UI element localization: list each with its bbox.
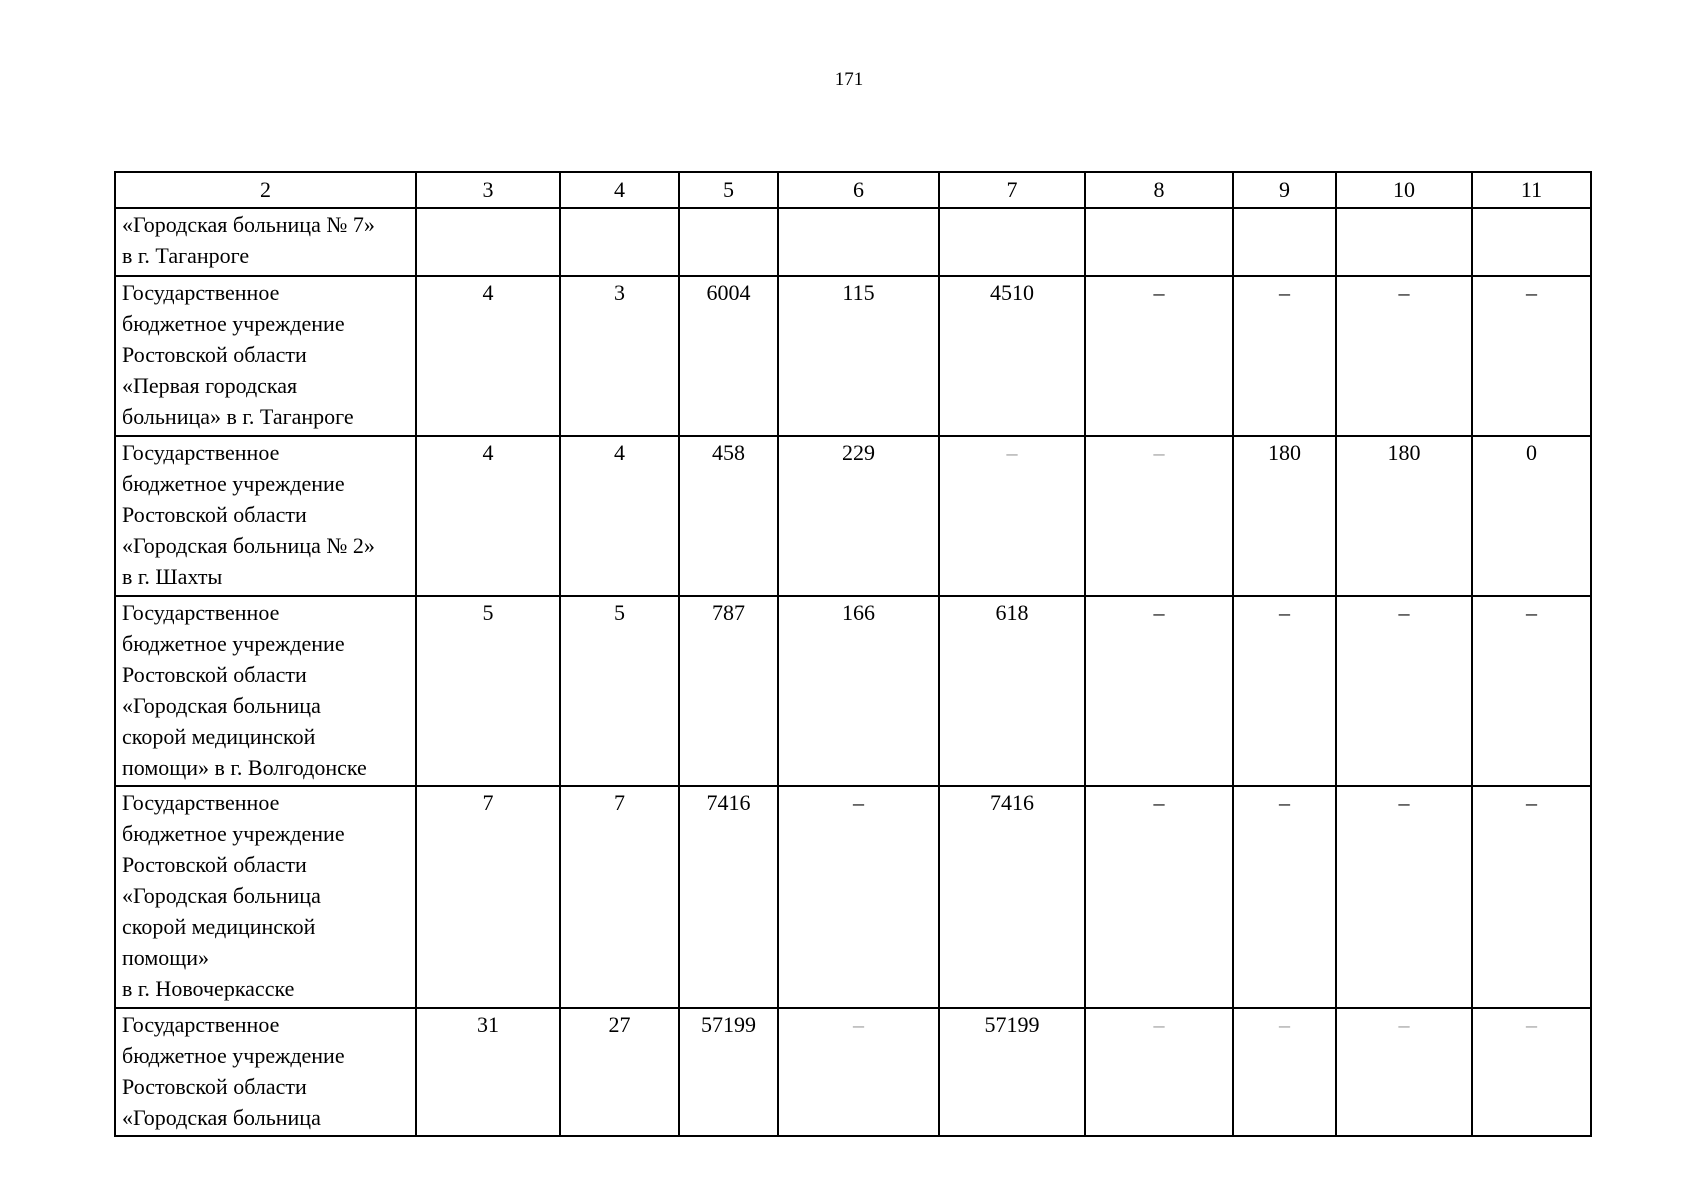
value-cell: 0 <box>1472 436 1591 596</box>
value-cell: – <box>1336 276 1472 436</box>
value-cell: 7416 <box>679 786 778 1008</box>
institution-name-cell: «Городская больница № 7» в г. Таганроге <box>115 208 416 276</box>
value-cell: – <box>1336 786 1472 1008</box>
value-cell: 115 <box>778 276 939 436</box>
header-cell: 6 <box>778 172 939 208</box>
table-row <box>115 208 1591 276</box>
header-cell: 11 <box>1472 172 1591 208</box>
value-cell: – <box>1233 276 1336 436</box>
value-cell <box>560 208 679 276</box>
value-cell: 57199 <box>939 1008 1085 1136</box>
value-cell: 4510 <box>939 276 1085 436</box>
value-cell: 57199 <box>679 1008 778 1136</box>
institution-name-cell: Государственное бюджетное учреждение Ростовской области «Городская больница № 2» в г. Шахты <box>115 436 416 596</box>
value-cell: – <box>1085 436 1233 596</box>
institution-name-cell: Государственное бюджетное учреждение Ростовской области «Городская больница скорой медицинской помощи» в г. Новочеркасске <box>115 786 416 1008</box>
value-cell: 5 <box>416 596 560 786</box>
institution-name-cell: Государственное бюджетное учреждение Ростовской области «Первая городская больница» в г. Таганроге <box>115 276 416 436</box>
header-cell: 9 <box>1233 172 1336 208</box>
value-cell: – <box>1472 786 1591 1008</box>
table-header-row <box>115 172 1591 208</box>
value-cell: – <box>1472 596 1591 786</box>
header-cell: 5 <box>679 172 778 208</box>
value-cell <box>416 208 560 276</box>
header-cell: 8 <box>1085 172 1233 208</box>
value-cell: – <box>778 786 939 1008</box>
value-cell <box>1233 208 1336 276</box>
value-cell: 27 <box>560 1008 679 1136</box>
value-cell: – <box>1233 1008 1336 1136</box>
table-row <box>115 1008 1591 1136</box>
value-cell: 618 <box>939 596 1085 786</box>
value-cell: – <box>1336 1008 1472 1136</box>
value-cell: 5 <box>560 596 679 786</box>
value-cell: 7 <box>560 786 679 1008</box>
header-cell: 7 <box>939 172 1085 208</box>
table-row <box>115 436 1591 596</box>
value-cell <box>1472 208 1591 276</box>
value-cell <box>1085 208 1233 276</box>
value-cell: – <box>778 1008 939 1136</box>
institution-name-cell: Государственное бюджетное учреждение Ростовской области «Городская больница скорой медицинской помощи» в г. Волгодонске <box>115 596 416 786</box>
value-cell: – <box>939 436 1085 596</box>
value-cell: – <box>1085 276 1233 436</box>
header-cell: 10 <box>1336 172 1472 208</box>
value-cell: – <box>1085 1008 1233 1136</box>
table-row <box>115 596 1591 786</box>
value-cell: 180 <box>1336 436 1472 596</box>
value-cell <box>1336 208 1472 276</box>
value-cell: 458 <box>679 436 778 596</box>
value-cell: – <box>1233 786 1336 1008</box>
value-cell: – <box>1085 786 1233 1008</box>
value-cell: 6004 <box>679 276 778 436</box>
value-cell: – <box>1085 596 1233 786</box>
header-cell: 4 <box>560 172 679 208</box>
header-cell: 2 <box>115 172 416 208</box>
value-cell: 7 <box>416 786 560 1008</box>
value-cell <box>679 208 778 276</box>
table-row <box>115 276 1591 436</box>
value-cell: – <box>1233 596 1336 786</box>
value-cell: 7416 <box>939 786 1085 1008</box>
value-cell: 4 <box>560 436 679 596</box>
value-cell: 3 <box>560 276 679 436</box>
value-cell: 166 <box>778 596 939 786</box>
value-cell: 787 <box>679 596 778 786</box>
data-table <box>114 171 1592 1137</box>
value-cell: 180 <box>1233 436 1336 596</box>
value-cell: 229 <box>778 436 939 596</box>
value-cell: – <box>1472 276 1591 436</box>
value-cell <box>778 208 939 276</box>
header-cell: 3 <box>416 172 560 208</box>
page-number: 171 <box>834 69 864 90</box>
value-cell: 4 <box>416 276 560 436</box>
value-cell <box>939 208 1085 276</box>
value-cell: 31 <box>416 1008 560 1136</box>
value-cell: 4 <box>416 436 560 596</box>
value-cell: – <box>1472 1008 1591 1136</box>
table-row <box>115 786 1591 1008</box>
value-cell: – <box>1336 596 1472 786</box>
institution-name-cell: Государственное бюджетное учреждение Ростовской области «Городская больница <box>115 1008 416 1136</box>
